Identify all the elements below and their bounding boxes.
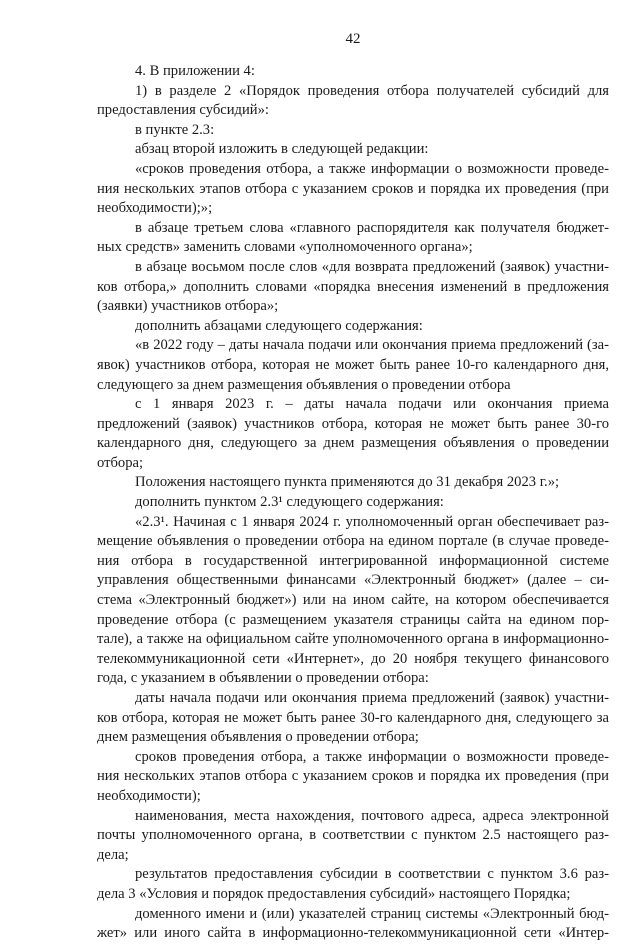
text-line: в абзаце восьмом после слов «для возврата предложений (заявок) участни- — [135, 258, 609, 275]
text-line: в абзаце третьем слова «главного распорядителя как получателя бюджет- — [135, 219, 609, 236]
text-line: ния нескольких этапов отбора с указанием сроков и порядка их проведения (при — [97, 768, 609, 785]
text-line: следующего за днем размещения объявления о проведении отбора — [97, 376, 511, 393]
text-line: календарного дня, следующего за днем размещения объявления о проведении — [97, 435, 609, 452]
text-line: 1) в разделе 2 «Порядок проведения отбора получателей субсидий для — [135, 82, 609, 99]
page-number: 42 — [345, 31, 361, 47]
text-line: наименования, места нахождения, почтового адреса, адреса электронной — [135, 807, 609, 824]
text-line: жет» или иного сайта в информационно-телекоммуникационной сети «Интер- — [97, 925, 609, 942]
text-line: явок) участников отбора, которая не может быть ранее 10-го календарного дня, — [97, 356, 609, 373]
text-line: (заявки) участников отбора»; — [97, 298, 279, 315]
text-line: абзац второй изложить в следующей редакции: — [135, 141, 429, 158]
text-line: ков отбора,» дополнить словами «порядка внесения изменений в предложения — [97, 278, 609, 295]
text-line: необходимости);»; — [97, 200, 213, 217]
text-line: в пункте 2.3: — [135, 121, 215, 138]
text-line: предложений (заявок) участников отбора, которая не может быть ранее 30-го — [97, 415, 609, 432]
text-line: почты уполномоченного органа, в соответствии с пунктом 2.5 настоящего раз- — [97, 827, 609, 844]
text-line: доменного имени и (или) указателей страниц системы «Электронный бюд- — [135, 905, 609, 922]
text-line: проведение отбора (с размещением указателя страницы сайта на едином пор- — [97, 611, 609, 628]
text-line: ния нескольких этапов отбора с указанием сроков и порядка их проведения (при — [97, 180, 609, 197]
text-line: отбора; — [97, 454, 144, 471]
text-line: «в 2022 году – даты начала подачи или окончания приема предложений (за- — [135, 337, 609, 354]
text-line: даты начала подачи или окончания приема предложений (заявок) участни- — [135, 690, 609, 706]
text-line: ков отбора, которая не может быть ранее 30-го календарного дня, следующего за — [97, 709, 609, 726]
text-line: дополнить абзацами следующего содержания: — [135, 317, 423, 334]
text-line: необходимости); — [97, 787, 201, 804]
text-line: тале), а также на официальном сайте уполномоченного органа в информационно- — [97, 631, 609, 648]
text-line: дела 3 «Условия и порядок предоставления субсидий» настоящего Порядка; — [97, 885, 571, 902]
text-line: Положения настоящего пункта применяются до 31 декабря 2023 г.»; — [135, 474, 560, 491]
text-line: ных средств» заменить словами «уполномоченного органа»; — [97, 239, 473, 256]
text-line: с 1 января 2023 г. – даты начала подачи или окончания приема — [135, 396, 609, 413]
text-line: «сроков проведения отбора, а также информации о возможности проведе- — [135, 160, 609, 177]
text-line: днем размещения объявления о проведении отбора; — [97, 729, 419, 746]
text-line: результатов предоставления субсидии в соответствии с пунктом 3.6 раз- — [135, 866, 609, 883]
text-line: телекоммуникационной сети «Интернет», до 20 ноября текущего финансового — [97, 650, 609, 667]
text-line: дела; — [97, 846, 129, 863]
text-line: «2.3¹. Начиная с 1 января 2024 г. уполномоченный орган обеспечивает раз- — [135, 513, 609, 530]
text-line: стема «Электронный бюджет») или на ином сайте, на котором обеспечивается — [97, 592, 609, 609]
text-line: предоставления субсидий»: — [97, 102, 269, 119]
text-line: дополнить пунктом 2.3¹ следующего содержания: — [135, 494, 444, 511]
text-line: сроков проведения отбора, а также информации о возможности проведе- — [135, 748, 609, 765]
text-line: 4. В приложении 4: — [135, 63, 255, 79]
body-text — [97, 62, 609, 944]
text-line: управления общественными финансами «Электронный бюджет» (далее – си- — [97, 572, 609, 589]
text-line: года, с указанием в объявлении о проведении отбора: — [97, 670, 429, 687]
text-line: мещение объявления о проведении отбора на едином портале (в случае проведе- — [97, 533, 609, 550]
text-line: ния отбора в государственной интегрированной информационной системе — [97, 552, 609, 569]
